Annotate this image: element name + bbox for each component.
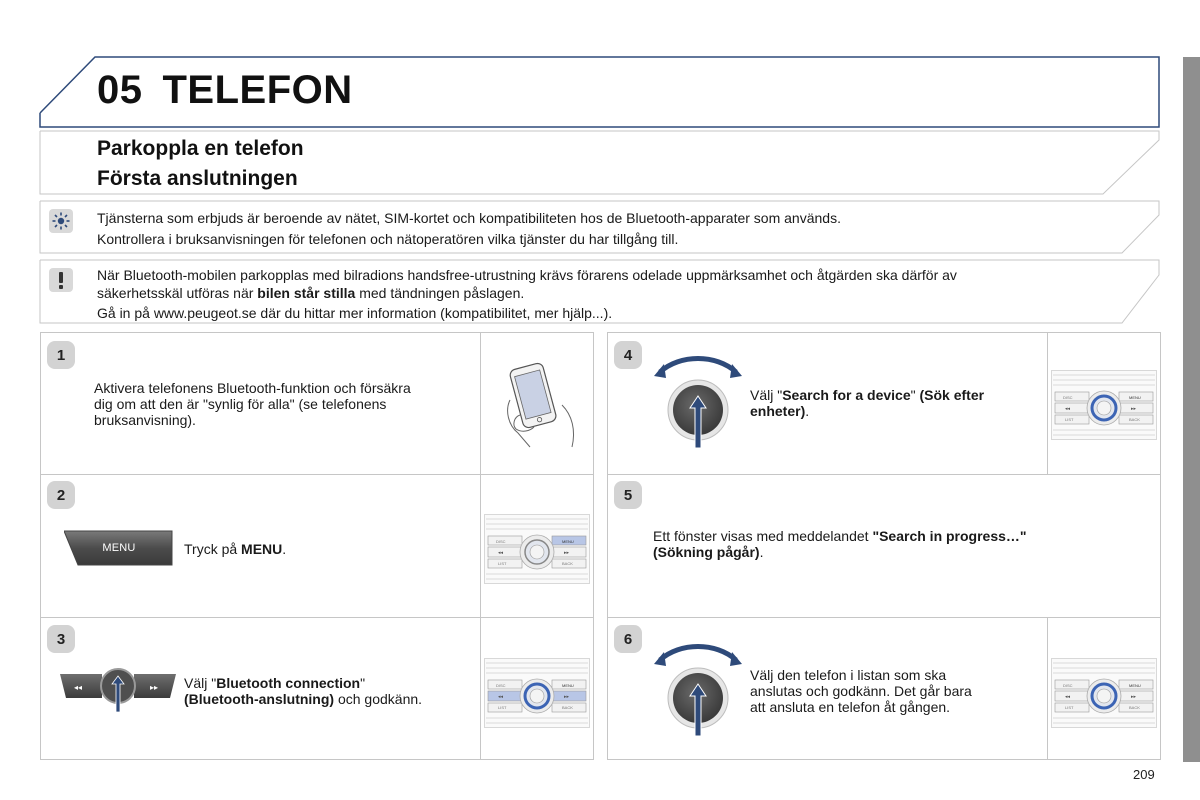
step-5-text-a: Ett fönster visas med meddelandet: [653, 528, 873, 544]
step-3-bold-1: Bluetooth connection: [216, 675, 361, 691]
step-1-text: [94, 380, 474, 428]
step-5-line-1: [653, 528, 1027, 544]
step-1-line-1: Aktivera telefonens Bluetooth-funktion och försäkra: [94, 380, 411, 396]
step-4-bold-1: Search for a device: [782, 387, 911, 403]
radio-panel-step-4: [1051, 370, 1157, 445]
rotary-knob-icon: [650, 352, 746, 452]
svg-text:▸▸: ▸▸: [1131, 406, 1137, 412]
svg-text:MENU: MENU: [1129, 395, 1141, 400]
step-6-text: [750, 667, 972, 715]
menu-button-image: [64, 529, 174, 567]
step-5-text: [653, 528, 1027, 560]
step-4-text-a: Välj ": [750, 387, 783, 403]
step-3-text-a: Välj ": [184, 675, 217, 691]
seek-buttons-image: [58, 662, 178, 714]
step-2-text-a: Tryck på: [184, 541, 242, 557]
step-5-line-2: [653, 544, 1027, 560]
step-4-line-1: [750, 387, 984, 403]
menu-button-label: MENU: [102, 542, 136, 554]
step-1-line-3: bruksanvisning).: [94, 412, 196, 428]
step-3-text: [184, 675, 422, 707]
step-badge-1: 1: [47, 341, 75, 369]
step-3-line-1: [184, 675, 422, 691]
step-4-text: [750, 387, 984, 419]
note-2-bold: bilen står stilla: [257, 285, 356, 301]
step-badge-4: 4: [614, 341, 642, 369]
note-2-text-b: med tändningen påslagen.: [355, 285, 525, 301]
step-2-text-b: .: [282, 541, 287, 557]
svg-text:MENU: MENU: [562, 539, 574, 544]
svg-text:LIST: LIST: [498, 561, 507, 566]
step-4-line-2: [750, 403, 984, 419]
step-5-text-c: .: [759, 544, 764, 560]
chapter-title: TELEFON: [162, 68, 353, 112]
step-3-text-b: ": [360, 675, 366, 691]
svg-text:◂◂: ◂◂: [498, 550, 504, 556]
step-4-bold-2: (Sök efter: [919, 387, 985, 403]
phone-in-hand-icon: [500, 355, 580, 455]
svg-text:MENU: MENU: [562, 683, 574, 688]
section-title-2: Första anslutningen: [97, 167, 298, 190]
radio-panel-step-2: [484, 514, 590, 589]
step-2-bold: MENU: [241, 541, 283, 557]
step-badge-2: 2: [47, 481, 75, 509]
step-4-text-b: ": [910, 387, 920, 403]
radio-panel-step-3: [484, 658, 590, 733]
note-1-line-2: Kontrollera i bruksanvisningen för telefonen och nätoperatören vilka tjänster du har tillgång till.: [97, 231, 679, 247]
step-3-line-2: [184, 691, 422, 707]
svg-text:BACK: BACK: [1129, 417, 1140, 422]
svg-text:BACK: BACK: [1129, 705, 1140, 710]
note-2-text-a: säkerhetsskäl utföras när: [97, 285, 258, 301]
page-number: 209: [1133, 767, 1155, 782]
svg-text:▸▸: ▸▸: [564, 694, 570, 700]
svg-text:◂◂: ◂◂: [74, 683, 83, 692]
step-5-bold-1: "Search in progress…": [872, 528, 1027, 544]
note-2-line-3: Gå in på www.peugeot.se där du hittar mer information (kompatibilitet, mer hjälp...).: [97, 305, 613, 321]
svg-text:MENU: MENU: [1129, 683, 1141, 688]
svg-text:BACK: BACK: [562, 561, 573, 566]
step-5-bold-2: (Sökning pågår): [653, 544, 760, 560]
step-6-line-2: anslutas och godkänn. Det går bara: [750, 683, 972, 699]
step-badge-6: 6: [614, 625, 642, 653]
step-6-line-1: Välj den telefon i listan som ska: [750, 667, 947, 683]
section-title-1: Parkoppla en telefon: [97, 137, 304, 160]
rotary-knob-icon-2: [650, 640, 746, 740]
step-badge-3: 3: [47, 625, 75, 653]
step-6-line-3: att ansluta en telefon åt gången.: [750, 699, 951, 715]
step-3-bold-2: (Bluetooth-anslutning): [184, 691, 335, 707]
svg-text:LIST: LIST: [1065, 417, 1074, 422]
svg-text:DISC: DISC: [496, 539, 506, 544]
svg-text:◂◂: ◂◂: [1065, 694, 1071, 700]
svg-text:◂◂: ◂◂: [1065, 406, 1071, 412]
step-4-text-c: .: [805, 403, 810, 419]
step-3-text-c: och godkänn.: [334, 691, 423, 707]
note-2-line-1: När Bluetooth-mobilen parkopplas med bilradions handsfree-utrustning krävs förarens odelade uppmärksamhet och åtgärden ska därför av: [97, 267, 957, 283]
svg-text:▸▸: ▸▸: [564, 550, 570, 556]
svg-text:LIST: LIST: [1065, 705, 1074, 710]
svg-text:DISC: DISC: [1063, 395, 1073, 400]
step-4-bold-3: enheter): [750, 403, 806, 419]
svg-text:DISC: DISC: [1063, 683, 1073, 688]
svg-text:▸▸: ▸▸: [1131, 694, 1137, 700]
note-1-line-1: Tjänsterna som erbjuds är beroende av nätet, SIM-kortet och kompatibiliteten hos de Bluetooth-apparater som används.: [97, 210, 841, 226]
chapter-number: 05: [97, 68, 143, 112]
svg-text:BACK: BACK: [562, 705, 573, 710]
svg-text:▸▸: ▸▸: [150, 683, 159, 692]
radio-panel-step-6: [1051, 658, 1157, 733]
svg-text:◂◂: ◂◂: [498, 694, 504, 700]
svg-text:LIST: LIST: [498, 705, 507, 710]
step-2-text: [184, 541, 286, 557]
step-1-line-2: dig om att den är "synlig för alla" (se telefonens: [94, 396, 387, 412]
step-badge-5: 5: [614, 481, 642, 509]
svg-text:DISC: DISC: [496, 683, 506, 688]
